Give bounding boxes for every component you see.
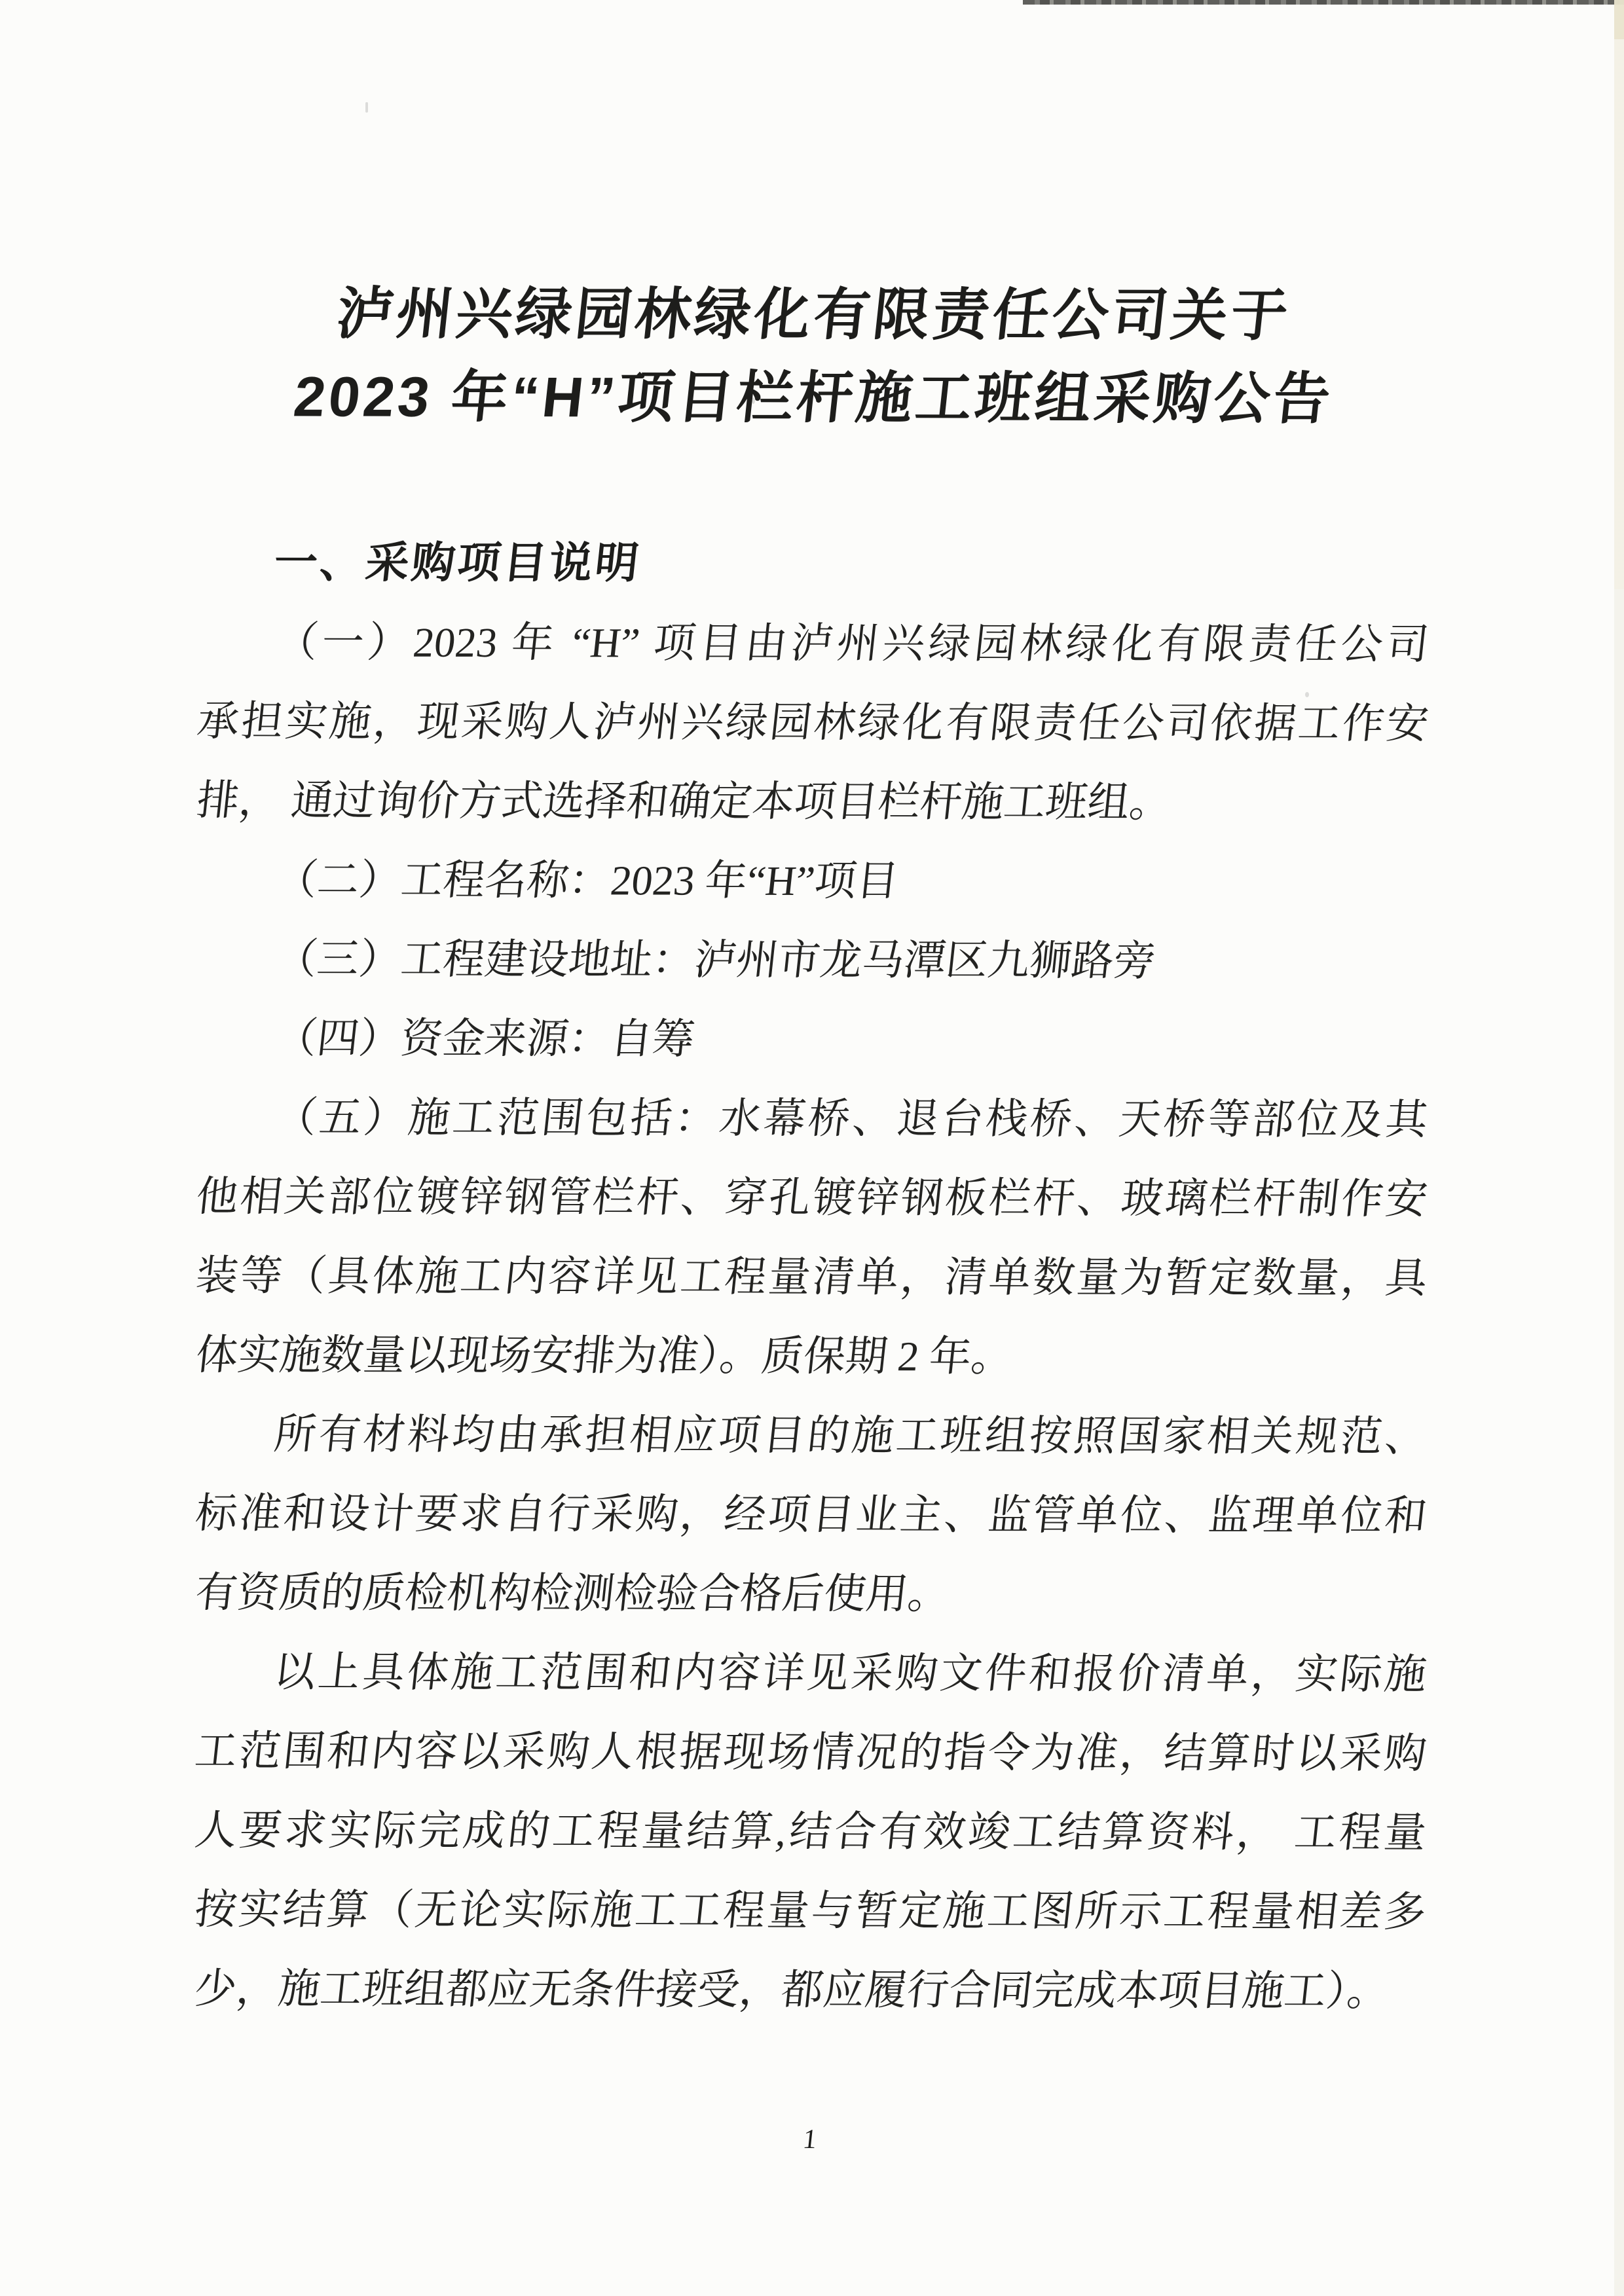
body-line: 工范围和内容以采购人根据现场情况的指令为准，结算时以采购 — [193, 1728, 1429, 1777]
body-line: （三）工程建设地址：泸州市龙马潭区九狮路旁 — [272, 936, 1158, 985]
body-line: 他相关部位镀锌钢管栏杆、穿孔镀锌钢板栏杆、玻璃栏杆制作安 — [194, 1173, 1430, 1222]
document-body — [194, 602, 1429, 2031]
page-number: 1 — [801, 2124, 819, 2155]
body-line: 人要求实际完成的工程量结算,结合有效竣工结算资料， 工程量 — [193, 1807, 1429, 1856]
body-line: （五）施工范围包括：水幕桥、退台栈桥、天桥等部位及其 — [272, 1094, 1430, 1143]
body-line: 有资质的质检机构检测检验合格后使用。 — [193, 1569, 953, 1618]
body-line: （四）资金来源：自筹 — [272, 1015, 697, 1063]
body-line: （一）2023 年 “H” 项目由泸州兴绿园林绿化有限责任公司 — [273, 619, 1431, 668]
body-line: 少，施工班组都应无条件接受，都应履行合同完成本项目施工）。 — [192, 1965, 1392, 2014]
body-line: 所有材料均由承担相应项目的施工班组按照国家相关规范、 — [272, 1411, 1430, 1460]
body-line: 标准和设计要求自行采购，经项目业主、监管单位、监理单位和 — [193, 1490, 1430, 1539]
title-line-1: 泸州兴绿园林绿化有限责任公司关于 — [333, 282, 1294, 348]
body-line: 按实结算（无论实际施工工程量与暂定施工图所示工程量相差多 — [192, 1886, 1429, 1935]
body-line: 以上具体施工范围和内容详见采购文件和报价清单，实际施 — [271, 1649, 1430, 1698]
section-heading: 一、采购项目说明 — [271, 538, 644, 587]
body-line: （二）工程名称：2023 年“H”项目 — [273, 856, 901, 905]
body-line: 排， 通过询价方式选择和确定本项目栏杆施工班组。 — [194, 777, 1174, 826]
document-title — [1, 272, 1624, 441]
body-line: 装等（具体施工内容详见工程量清单，清单数量为暂定数量，具 — [193, 1252, 1430, 1302]
body-line: 承担实施，现采购人泸州兴绿园林绿化有限责任公司依据工作安 — [194, 698, 1431, 747]
title-line-2: 2023 年“H”项目栏杆施工班组采购公告 — [291, 365, 1337, 431]
body-line: 体实施数量以现场安排为准）。质保期 2 年。 — [193, 1332, 1016, 1380]
